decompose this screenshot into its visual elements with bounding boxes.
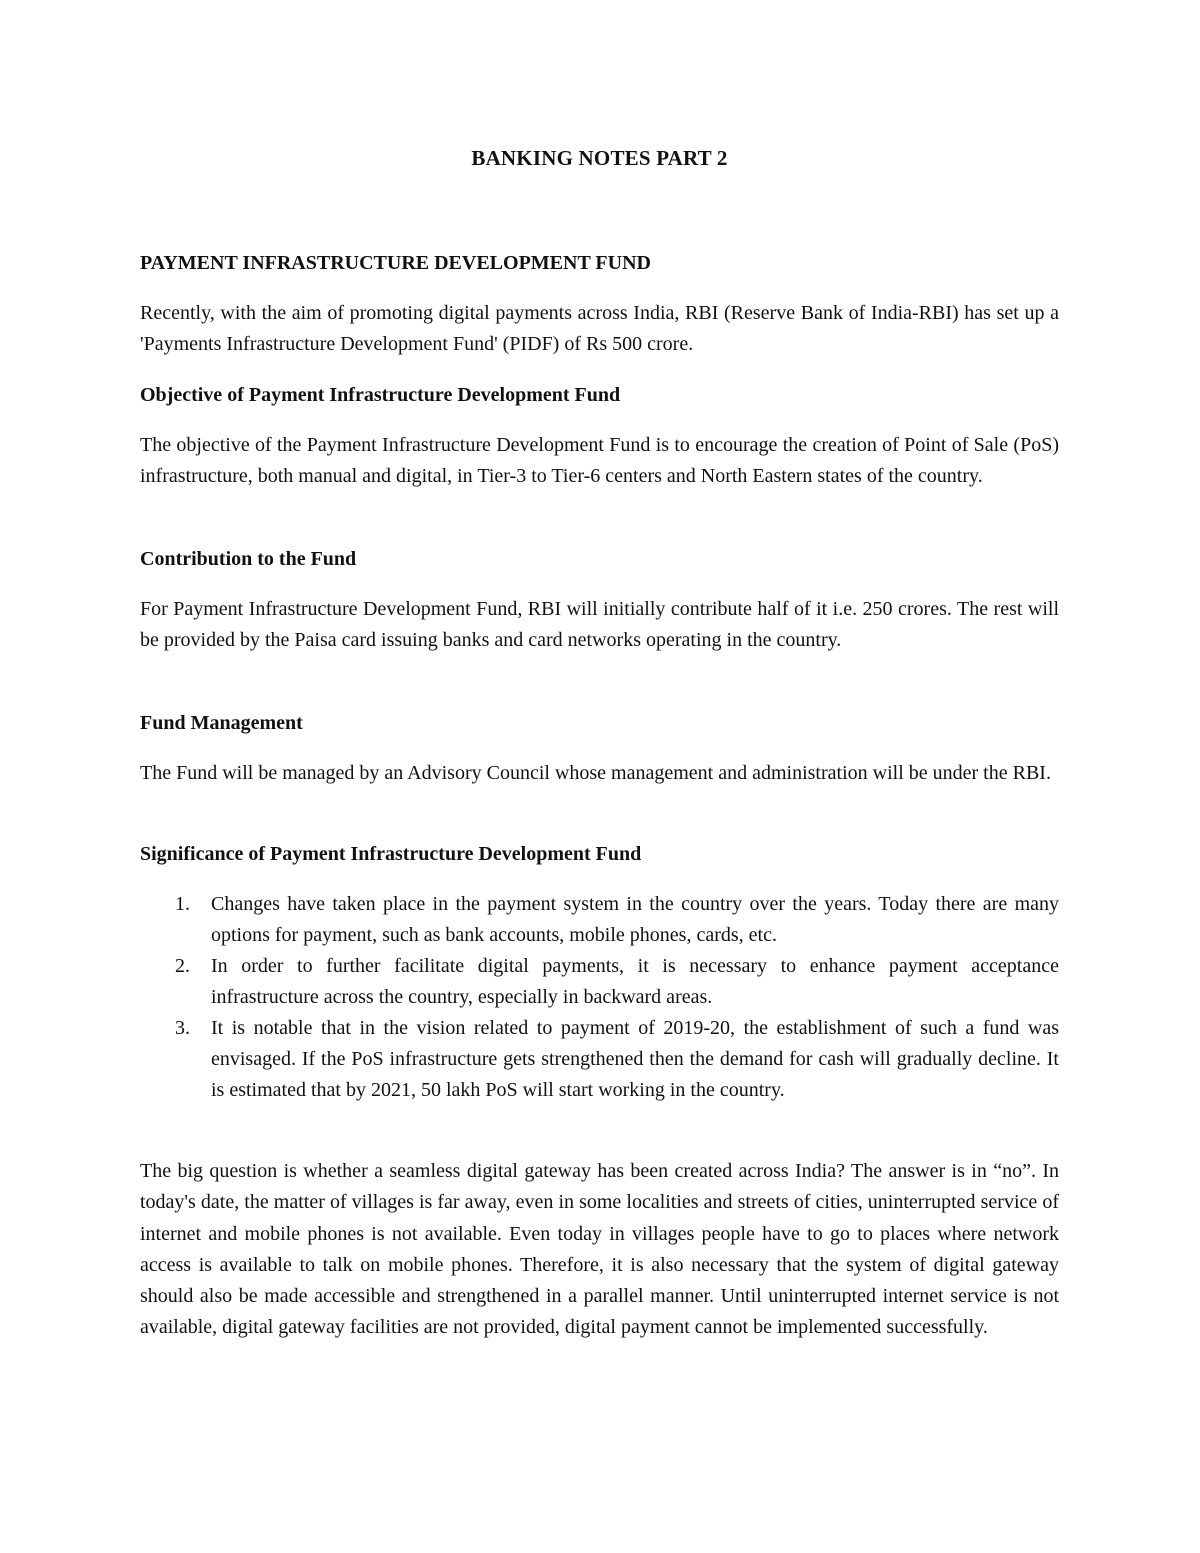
document-title: BANKING NOTES PART 2 — [471, 146, 728, 170]
contribution-paragraph: For Payment Infrastructure Development Fund, RBI will initially contribute half of it i.e. 250 crores. The rest will be provided by the Paisa card issuing banks and card networks operating in the country. — [140, 598, 1059, 652]
list-item-text: Changes have taken place in the payment system in the country over the years. Today there are many options for payment, such as bank accounts, mobile phones, cards, etc. — [211, 893, 1059, 946]
intro-paragraph: Recently, with the aim of promoting digital payments across India, RBI (Reserve Bank of India-RBI) has set up a 'Payments Infrastructure Development Fund' (PIDF) of Rs 500 crore. — [140, 302, 1059, 356]
significance-heading: Significance of Payment Infrastructure Development Fund — [140, 843, 642, 865]
list-item — [140, 1013, 1059, 1106]
list-item — [140, 951, 1059, 1013]
list-item-number: 3. — [175, 1017, 190, 1039]
section-title: PAYMENT INFRASTRUCTURE DEVELOPMENT FUND — [140, 252, 651, 274]
conclusion-paragraph: The big question is whether a seamless digital gateway has been created across India? The answer is in “no”. In today's date, the matter of villages is far away, even in some localities and streets of cities, uninterrupted service of internet and mobile phones is not available. Even today in villages people have to go to places where network access is available to talk on mobile phones. Therefore, it is also necessary that the system of digital gateway should also be made accessible and strengthened in a parallel manner. Until uninterrupted internet service is not available, digital gateway facilities are not provided, digital payment cannot be implemented successfully. — [140, 1160, 1059, 1339]
list-item-text: In order to further facilitate digital payments, it is necessary to enhance payment acceptance infrastructure across the country, especially in backward areas. — [211, 955, 1059, 1008]
list-item-number: 2. — [175, 955, 190, 977]
list-item — [140, 889, 1059, 951]
contribution-heading: Contribution to the Fund — [140, 548, 357, 570]
objective-heading: Objective of Payment Infrastructure Development Fund — [140, 384, 621, 406]
significance-list — [140, 889, 1059, 1106]
management-heading: Fund Management — [140, 712, 303, 734]
management-paragraph: The Fund will be managed by an Advisory Council whose management and administration will be under the RBI. — [140, 762, 1051, 784]
list-item-number: 1. — [175, 893, 190, 915]
list-item-text: It is notable that in the vision related to payment of 2019-20, the establishment of such a fund was envisaged. If the PoS infrastructure gets strengthened then the demand for cash will gradually decline. It is estimated that by 2021, 50 lakh PoS will start working in the country. — [211, 1017, 1059, 1101]
objective-paragraph: The objective of the Payment Infrastructure Development Fund is to encourage the creation of Point of Sale (PoS) infrastructure, both manual and digital, in Tier-3 to Tier-6 centers and North Eastern states of the country. — [140, 434, 1059, 488]
